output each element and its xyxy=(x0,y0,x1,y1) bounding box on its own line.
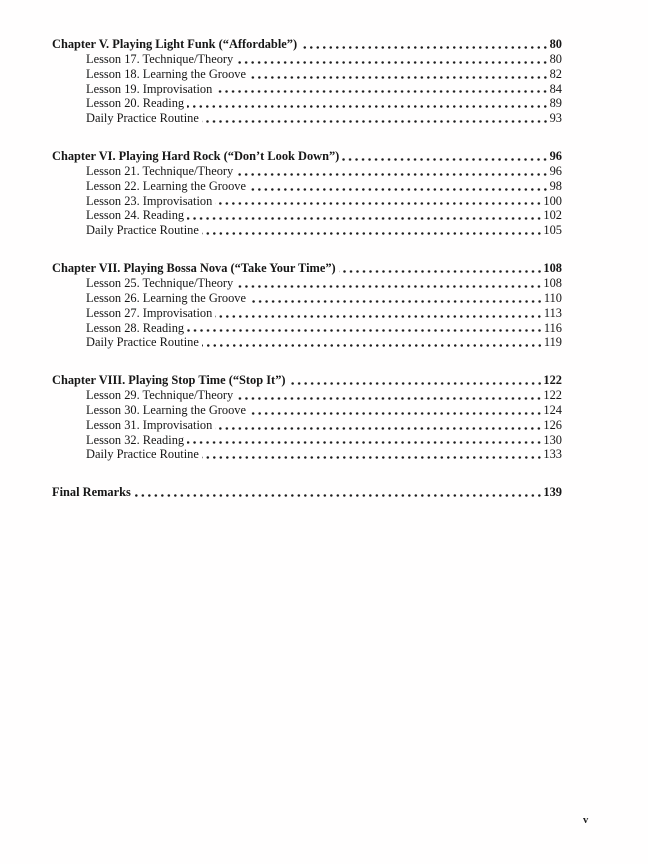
toc-lesson-row xyxy=(52,223,562,238)
toc-entry-page: 96 xyxy=(549,163,562,178)
toc-entry-page: 113 xyxy=(543,305,562,320)
dot-leader xyxy=(249,67,549,82)
dot-leader xyxy=(202,111,549,126)
dot-leader xyxy=(215,82,548,97)
toc-entry-page: 126 xyxy=(543,417,562,432)
toc-lesson-row xyxy=(52,388,562,403)
dot-leader xyxy=(249,291,543,306)
toc-entry-title: Lesson 21. Technique/Theory xyxy=(86,163,234,178)
toc-entry-title: Lesson 31. Improvisation xyxy=(86,417,213,432)
toc-entry-title: Lesson 22. Learning the Groove xyxy=(86,178,247,193)
toc-entry-page: 119 xyxy=(543,335,562,350)
toc-entry-page: 130 xyxy=(543,432,562,447)
toc-lesson-row xyxy=(52,291,562,306)
toc-lesson-row xyxy=(52,276,562,291)
toc-entry-page: 80 xyxy=(549,37,562,51)
toc-entry-title: Lesson 29. Technique/Theory xyxy=(86,388,234,403)
toc-entry-title: Lesson 17. Technique/Theory xyxy=(86,51,234,66)
toc-section xyxy=(52,37,562,126)
toc-entry-page: 139 xyxy=(543,485,562,500)
dot-leader xyxy=(236,164,548,179)
toc-lesson-row xyxy=(52,111,562,126)
toc-entry-page: 108 xyxy=(543,275,562,290)
toc-entry-title: Lesson 23. Improvisation xyxy=(86,193,213,208)
dot-leader xyxy=(236,276,542,291)
toc-entry-title: Lesson 20. Reading xyxy=(86,96,185,111)
toc-entry-title: Lesson 18. Learning the Groove xyxy=(86,66,247,81)
toc-entry-page: 80 xyxy=(549,51,562,66)
toc-entry-title: Daily Practice Routine xyxy=(86,223,199,238)
toc-lesson-row xyxy=(52,164,562,179)
toc-entry-title: Lesson 26. Learning the Groove xyxy=(86,290,247,305)
dot-leader xyxy=(249,179,549,194)
toc-chapter-row xyxy=(52,485,562,500)
toc-entry-title: Final Remarks xyxy=(52,485,131,500)
toc-entry-title: Daily Practice Routine xyxy=(86,111,199,126)
dot-leader xyxy=(202,447,543,462)
toc-entry-page: 122 xyxy=(543,373,562,388)
dot-leader xyxy=(202,335,543,350)
toc-entry-title: Lesson 30. Learning the Groove xyxy=(86,402,247,417)
toc-lesson-row xyxy=(52,447,562,462)
toc-entry-page: 84 xyxy=(549,81,562,96)
toc-section xyxy=(52,373,562,462)
dot-leader xyxy=(187,96,549,111)
toc-lesson-row xyxy=(52,179,562,194)
toc-entry-title: Chapter VIII. Playing Stop Time (“Stop It”) xyxy=(52,373,286,388)
toc-entry-page: 98 xyxy=(549,178,562,193)
toc-entry-title: Chapter VII. Playing Bossa Nova (“Take Your Time”) xyxy=(52,261,336,276)
dot-leader xyxy=(249,403,542,418)
dot-leader xyxy=(236,388,542,403)
toc-chapter-row xyxy=(52,37,562,52)
toc-entry-title: Lesson 28. Reading xyxy=(86,320,185,335)
toc-lesson-row xyxy=(52,433,562,448)
toc-entry-page: 108 xyxy=(543,261,562,276)
dot-leader xyxy=(215,306,543,321)
dot-leader xyxy=(289,373,543,388)
toc-lesson-row xyxy=(52,306,562,321)
dot-leader xyxy=(300,37,549,52)
toc-entry-title: Chapter V. Playing Light Funk (“Affordable”) xyxy=(52,37,298,51)
toc-lesson-row xyxy=(52,194,562,209)
toc-entry-title: Lesson 25. Technique/Theory xyxy=(86,275,234,290)
toc-lesson-row xyxy=(52,335,562,350)
toc-entry-page: 110 xyxy=(543,290,562,305)
dot-leader xyxy=(134,485,543,500)
toc-lesson-row xyxy=(52,418,562,433)
toc-entry-page: 124 xyxy=(543,402,562,417)
dot-leader xyxy=(187,433,542,448)
toc-entry-title: Daily Practice Routine xyxy=(86,335,199,350)
dot-leader xyxy=(187,321,543,336)
toc xyxy=(52,37,562,523)
dot-leader xyxy=(187,208,542,223)
dot-leader xyxy=(339,261,543,276)
toc-lesson-row xyxy=(52,208,562,223)
toc-section xyxy=(52,485,562,500)
toc-entry-page: 93 xyxy=(549,111,562,126)
toc-section xyxy=(52,261,562,350)
toc-chapter-row xyxy=(52,373,562,388)
toc-lesson-row xyxy=(52,321,562,336)
toc-entry-title: Daily Practice Routine xyxy=(86,447,199,462)
toc-chapter-row xyxy=(52,149,562,164)
toc-section xyxy=(52,149,562,238)
toc-entry-page: 102 xyxy=(543,208,562,223)
toc-entry-page: 89 xyxy=(549,96,562,111)
dot-leader xyxy=(215,418,542,433)
page-number: v xyxy=(583,815,589,826)
toc-entry-page: 133 xyxy=(543,447,562,462)
toc-lesson-row xyxy=(52,403,562,418)
dot-leader xyxy=(342,149,548,164)
toc-lesson-row xyxy=(52,82,562,97)
toc-lesson-row xyxy=(52,52,562,67)
toc-entry-title: Chapter VI. Playing Hard Rock (“Don’t Look Down”) xyxy=(52,149,340,164)
toc-entry-page: 100 xyxy=(543,193,562,208)
toc-entry-page: 105 xyxy=(543,223,562,238)
toc-entry-title: Lesson 24. Reading xyxy=(86,208,185,223)
toc-entry-page: 82 xyxy=(549,66,562,81)
toc-chapter-row xyxy=(52,261,562,276)
dot-leader xyxy=(215,194,542,209)
toc-entry-title: Lesson 32. Reading xyxy=(86,432,185,447)
toc-lesson-row xyxy=(52,96,562,111)
toc-entry-title: Lesson 27. Improvisation xyxy=(86,305,213,320)
toc-entry-title: Lesson 19. Improvisation xyxy=(86,81,213,96)
toc-lesson-row xyxy=(52,67,562,82)
toc-entry-page: 122 xyxy=(543,388,562,403)
toc-entry-page: 116 xyxy=(543,320,562,335)
dot-leader xyxy=(236,52,548,67)
dot-leader xyxy=(202,223,543,238)
toc-entry-page: 96 xyxy=(549,149,562,164)
